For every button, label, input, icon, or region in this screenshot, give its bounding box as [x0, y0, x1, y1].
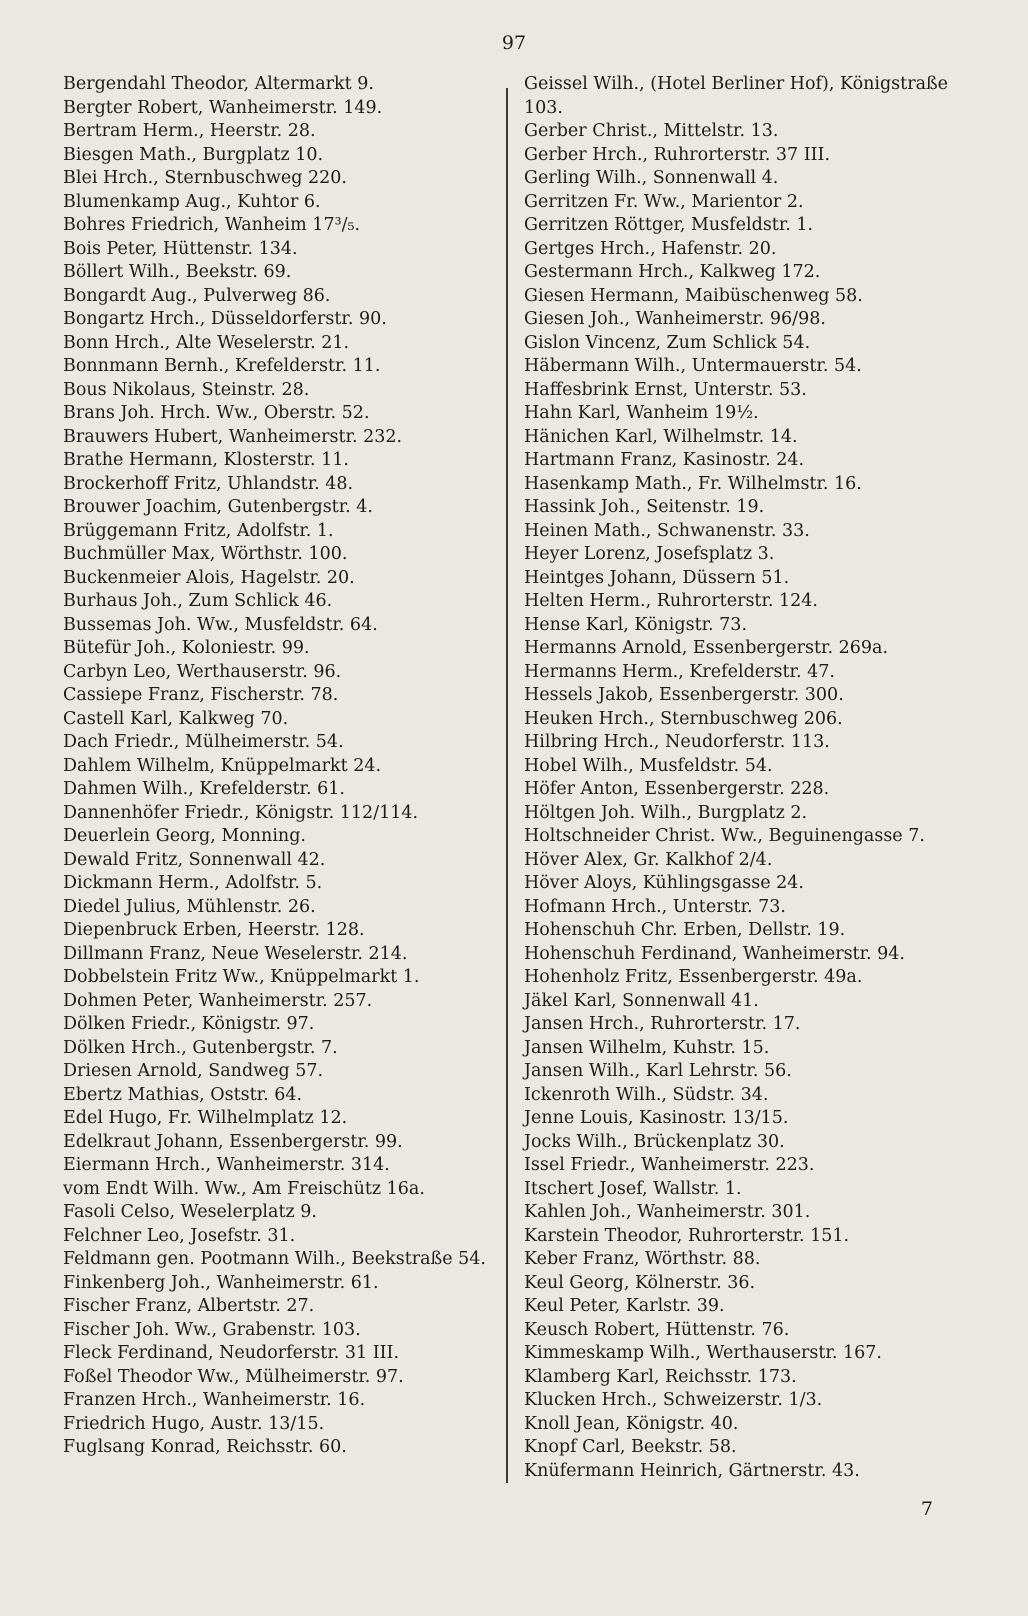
directory-entry: Ickenroth Wilh., Südstr. 34. — [524, 1084, 769, 1105]
directory-entry: Gestermann Hrch., Kalkweg 172. — [524, 262, 821, 282]
directory-entry: Fuglsang Konrad, Reichsstr. 60. — [63, 1437, 347, 1457]
directory-entry: Hasenkamp Math., Fr. Wilhelmstr. 16. — [524, 473, 862, 494]
directory-entry: Bussemas Joh. Ww., Musfeldstr. 64. — [63, 614, 378, 635]
directory-entry: Jansen Hrch., Ruhrorterstr. 17. — [524, 1014, 801, 1034]
directory-entry: Dahmen Wilh., Krefelderstr. 61. — [63, 779, 345, 799]
right-column — [524, 73, 989, 1483]
directory-entry: Jenne Louis, Kasinostr. 13/15. — [524, 1108, 789, 1128]
directory-entry: Bertram Herm., Heerstr. 28. — [63, 121, 316, 141]
directory-entry: Jäkel Karl, Sonnenwall 41. — [524, 990, 759, 1011]
directory-entry: Keul Georg, Kölnerstr. 36. — [524, 1272, 756, 1293]
directory-entry: Heyer Lorenz, Josefsplatz 3. — [524, 544, 775, 564]
directory-entry: Brüggemann Fritz, Adolfstr. 1. — [63, 520, 334, 541]
directory-entry: Friedrich Hugo, Austr. 13/15. — [63, 1413, 325, 1434]
directory-entry: Höfer Anton, Essenbergerstr. 228. — [524, 779, 830, 799]
directory-entry: Brans Joh. Hrch. Ww., Oberstr. 52. — [63, 403, 370, 423]
signature-mark: 7 — [920, 1498, 933, 1520]
directory-entry: Diedel Julius, Mühlenstr. 26. — [63, 896, 316, 917]
directory-entry: Hermanns Herm., Krefelderstr. 47. — [524, 661, 835, 682]
directory-entry: Hofmann Hrch., Unterstr. 73. — [524, 896, 786, 917]
directory-entry: Dahlem Wilhelm, Knüppelmarkt 24. — [63, 755, 382, 776]
directory-entry: Bütefür Joh., Koloniestr. 99. — [63, 638, 310, 658]
directory-entry: Blei Hrch., Sternbuschweg 220. — [63, 168, 347, 188]
directory-entry: Dölken Hrch., Gutenbergstr. 7. — [63, 1037, 338, 1058]
directory-entry: Dölken Friedr., Königstr. 97. — [63, 1014, 315, 1034]
directory-entry: Franzen Hrch., Wanheimerstr. 16. — [63, 1390, 366, 1410]
directory-entry: Brouwer Joachim, Gutenbergstr. 4. — [63, 497, 373, 517]
directory-entry: Gerber Hrch., Ruhrorterstr. 37 III. — [524, 144, 831, 165]
directory-entry: Keber Franz, Wörthstr. 88. — [524, 1249, 761, 1269]
directory-entry: Dannenhöfer Friedr., Königstr. 112/114. — [63, 802, 419, 823]
directory-entry: Edelkraut Johann, Essenbergerstr. 99. — [63, 1131, 403, 1152]
directory-entry: Fleck Ferdinand, Neudorferstr. 31 III. — [63, 1343, 400, 1363]
directory-entry: Hassink Joh., Seitenstr. 19. — [524, 497, 765, 517]
directory-entry: Gerritzen Fr. Ww., Marientor 2. — [524, 191, 804, 212]
directory-entry: Gerritzen Röttger, Musfeldstr. 1. — [524, 215, 814, 235]
directory-entry: Höver Aloys, Kühlingsgasse 24. — [524, 873, 804, 893]
directory-entry: Dach Friedr., Mülheimerstr. 54. — [63, 732, 344, 752]
directory-entry: Haffesbrink Ernst, Unterstr. 53. — [524, 379, 807, 400]
directory-entry: Driesen Arnold, Sandweg 57. — [63, 1061, 324, 1081]
directory-entry: Bous Nikolaus, Steinstr. 28. — [63, 379, 310, 400]
directory-entry: Dohmen Peter, Wanheimerstr. 257. — [63, 990, 373, 1011]
directory-entry: Hohenholz Fritz, Essenbergerstr. 49a. — [524, 967, 863, 987]
directory-entry: Blumenkamp Aug., Kuhtor 6. — [63, 191, 321, 212]
directory-entry: Bonn Hrch., Alte Weselerstr. 21. — [63, 332, 350, 353]
directory-entry: Gislon Vincenz, Zum Schlick 54. — [524, 332, 811, 353]
directory-entry: Felchner Leo, Josefstr. 31. — [63, 1225, 296, 1246]
directory-entry: Buchmüller Max, Wörthstr. 100. — [63, 544, 348, 564]
directory-entry: Hermanns Arnold, Essenbergerstr. 269a. — [524, 638, 889, 658]
directory-entry: Kimmeskamp Wilh., Werthauserstr. 167. — [524, 1343, 882, 1363]
directory-entry: Ebertz Mathias, Oststr. 64. — [63, 1084, 303, 1105]
directory-entry: Heintges Johann, Düssern 51. — [524, 567, 790, 588]
directory-entry: Geissel Wilh., (Hotel Berliner Hof), Königstraße 103. — [524, 74, 949, 118]
directory-entry: Hessels Jakob, Essenbergerstr. 300. — [524, 685, 844, 705]
directory-entry: Dobbelstein Fritz Ww., Knüppelmarkt 1. — [63, 967, 420, 987]
directory-entry: Eiermann Hrch., Wanheimerstr. 314. — [63, 1155, 390, 1175]
directory-entry: Dillmann Franz, Neue Weselerstr. 214. — [63, 943, 408, 964]
directory-entry: Häbermann Wilh., Untermauerstr. 54. — [524, 356, 862, 376]
directory-entry: Buckenmeier Alois, Hagelstr. 20. — [63, 567, 355, 588]
directory-entry: Gerling Wilh., Sonnenwall 4. — [524, 168, 779, 188]
directory-entry: Gertges Hrch., Hafenstr. 20. — [524, 238, 777, 259]
directory-entry: Holtschneider Christ. Ww., Beguinengasse 7. — [524, 826, 925, 846]
directory-entry: Hobel Wilh., Musfeldstr. 54. — [524, 755, 773, 776]
directory-entry: Klucken Hrch., Schweizerstr. 1/3. — [524, 1390, 823, 1410]
directory-entry: Hahn Karl, Wanheim 19½. — [524, 403, 759, 423]
directory-entry: Itschert Josef, Wallstr. 1. — [524, 1178, 742, 1199]
directory-entry: Bongardt Aug., Pulverweg 86. — [63, 285, 331, 306]
directory-entry: Keul Peter, Karlstr. 39. — [524, 1296, 725, 1316]
directory-entry: Brockerhoff Fritz, Uhlandstr. 48. — [63, 473, 354, 494]
directory-entry: Kahlen Joh., Wanheimerstr. 301. — [524, 1202, 811, 1222]
directory-entry: Hänichen Karl, Wilhelmstr. 14. — [524, 426, 798, 447]
directory-entry: Klamberg Karl, Reichsstr. 173. — [524, 1366, 797, 1387]
directory-entry: Bergter Robert, Wanheimerstr. 149. — [63, 97, 383, 118]
directory-entry: Carbyn Leo, Werthauserstr. 96. — [63, 661, 342, 682]
directory-entry: Issel Friedr., Wanheimerstr. 223. — [524, 1155, 815, 1175]
directory-entry: Diepenbruck Erben, Heerstr. 128. — [63, 920, 365, 940]
column-divider — [506, 88, 508, 1483]
directory-entry: Bergendahl Theodor, Altermarkt 9. — [63, 74, 374, 94]
directory-entry: Burhaus Joh., Zum Schlick 46. — [63, 591, 333, 611]
directory-entry: Heinen Math., Schwanenstr. 33. — [524, 520, 810, 541]
directory-entry: Finkenberg Joh., Wanheimerstr. 61. — [63, 1272, 379, 1293]
directory-entry: Hense Karl, Königstr. 73. — [524, 614, 748, 635]
directory-entry: Hartmann Franz, Kasinostr. 24. — [524, 450, 805, 470]
directory-entry: Hilbring Hrch., Neudorferstr. 113. — [524, 732, 830, 752]
directory-entry: Foßel Theodor Ww., Mülheimerstr. 97. — [63, 1366, 404, 1387]
directory-entry: Bois Peter, Hüttenstr. 134. — [63, 238, 298, 259]
directory-entry: Jansen Wilh., Karl Lehrstr. 56. — [524, 1061, 792, 1081]
directory-entry: Giesen Hermann, Maibüschenweg 58. — [524, 285, 863, 306]
directory-entry: vom Endt Wilh. Ww., Am Freischütz 16a. — [63, 1178, 425, 1199]
directory-entry: Hohenschuh Chr. Erben, Dellstr. 19. — [524, 920, 846, 940]
directory-entry: Hohenschuh Ferdinand, Wanheimerstr. 94. — [524, 943, 905, 964]
directory-entry: Dickmann Herm., Adolfstr. 5. — [63, 873, 323, 893]
directory-entry: Karstein Theodor, Ruhrorterstr. 151. — [524, 1225, 850, 1246]
directory-entry: Jansen Wilhelm, Kuhstr. 15. — [524, 1037, 770, 1058]
directory-entry: Fischer Joh. Ww., Grabenstr. 103. — [63, 1319, 361, 1340]
directory-entry: Brauwers Hubert, Wanheimerstr. 232. — [63, 426, 403, 447]
directory-entry: Höltgen Joh. Wilh., Burgplatz 2. — [524, 802, 808, 823]
directory-entry: Böllert Wilh., Beekstr. 69. — [63, 262, 292, 282]
directory-entry: Bongartz Hrch., Düsseldorferstr. 90. — [63, 309, 387, 329]
directory-entry: Fischer Franz, Albertstr. 27. — [63, 1296, 315, 1316]
directory-entry: Feldmann gen. Pootmann Wilh., Beekstraße 54. — [63, 1249, 486, 1269]
directory-entry: Fasoli Celso, Weselerplatz 9. — [63, 1202, 317, 1222]
directory-entry: Knüfermann Heinrich, Gärtnerstr. 43. — [524, 1460, 860, 1481]
directory-entry: Bonnmann Bernh., Krefelderstr. 11. — [63, 356, 381, 376]
directory-entry: Gerber Christ., Mittelstr. 13. — [524, 121, 779, 141]
directory-entry: Biesgen Math., Burgplatz 10. — [63, 144, 324, 165]
directory-entry: Cassiepe Franz, Fischerstr. 78. — [63, 685, 339, 705]
directory-entry: Keusch Robert, Hüttenstr. 76. — [524, 1319, 790, 1340]
directory-entry: Knopf Carl, Beekstr. 58. — [524, 1437, 737, 1457]
directory-entry: Helten Herm., Ruhrorterstr. 124. — [524, 591, 818, 611]
directory-entry: Deuerlein Georg, Monning. — [63, 826, 306, 846]
directory-entry: Bohres Friedrich, Wanheim 17³/₅. — [63, 215, 361, 235]
directory-entry: Edel Hugo, Fr. Wilhelmplatz 12. — [63, 1108, 348, 1128]
directory-entry: Knoll Jean, Königstr. 40. — [524, 1413, 739, 1434]
page-number: 97 — [501, 32, 527, 54]
left-column — [63, 73, 503, 1460]
directory-entry: Höver Alex, Gr. Kalkhof 2/4. — [524, 849, 773, 870]
directory-entry: Brathe Hermann, Klosterstr. 11. — [63, 450, 349, 470]
directory-entry: Jocks Wilh., Brückenplatz 30. — [524, 1131, 785, 1152]
directory-entry: Giesen Joh., Wanheimerstr. 96/98. — [524, 309, 826, 329]
directory-entry: Castell Karl, Kalkweg 70. — [63, 708, 289, 729]
directory-entry: Heuken Hrch., Sternbuschweg 206. — [524, 708, 843, 729]
directory-entry: Dewald Fritz, Sonnenwall 42. — [63, 849, 326, 870]
